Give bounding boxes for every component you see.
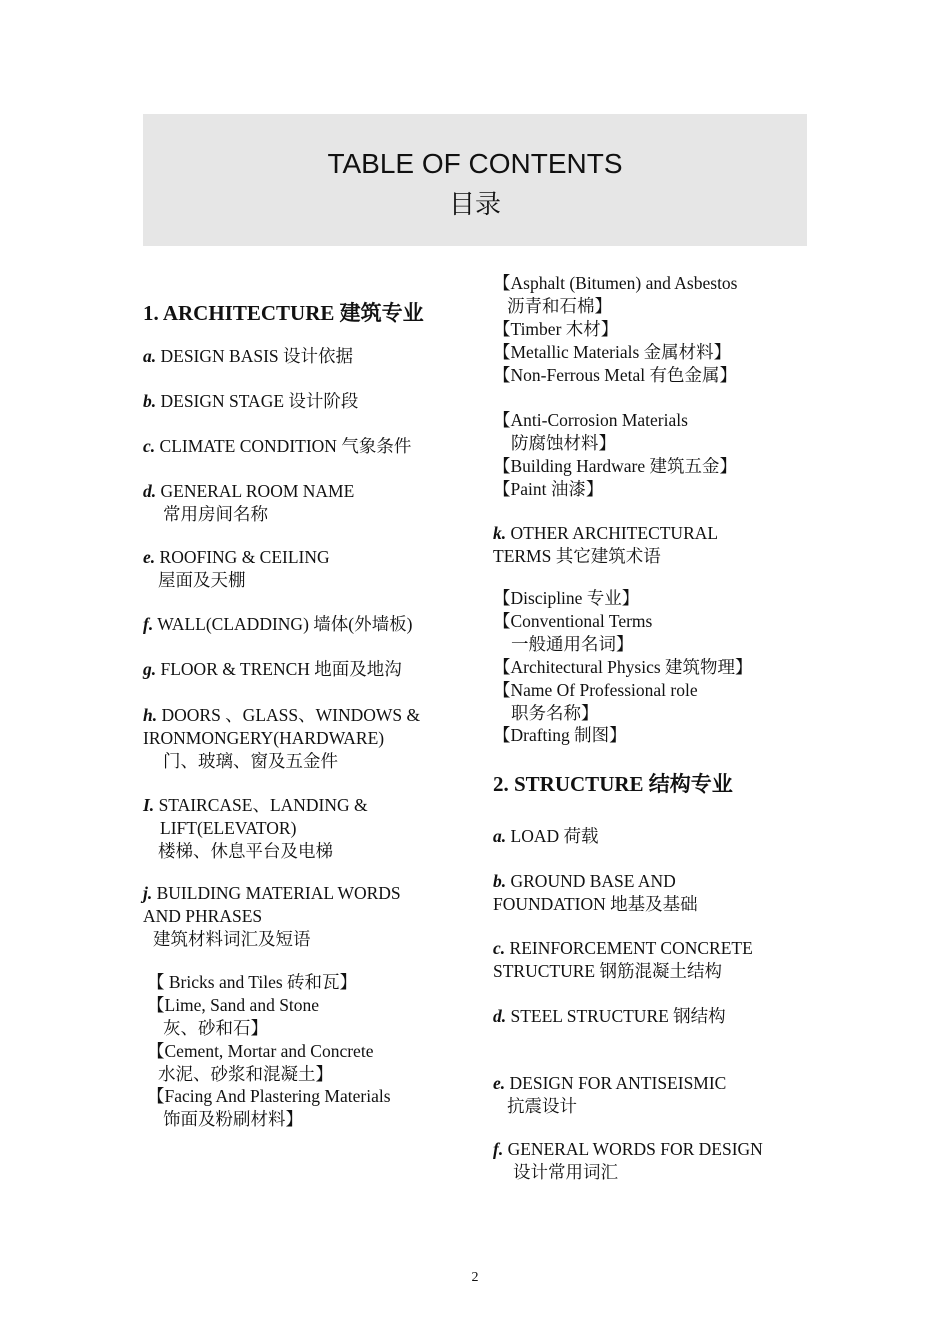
toc-item-sublabel: STRUCTURE 钢筋混凝土结构: [493, 961, 722, 981]
item-letter: e.: [143, 547, 156, 567]
item-letter: j.: [143, 883, 153, 903]
toc-subitem-bricks-tiles[interactable]: 【 Bricks and Tiles 砖和瓦】: [147, 972, 358, 992]
item-label: FLOOR & TRENCH 地面及地沟: [156, 659, 402, 679]
item-label: DESIGN BASIS 设计依据: [156, 346, 354, 366]
toc-subitem-lime-sand-stone[interactable]: 【Lime, Sand and Stone: [147, 995, 320, 1015]
toc-item-sublabel: 屋面及天棚: [158, 570, 246, 590]
toc-item-climate-condition[interactable]: [143, 435, 411, 458]
item-letter: c.: [143, 436, 156, 456]
toc-item-ground-base[interactable]: [493, 870, 676, 893]
toc-title: TABLE OF CONTENTS: [327, 148, 623, 179]
toc-item-doors-glass-windows[interactable]: [143, 704, 420, 727]
toc-item-sublabel: IRONMONGERY(HARDWARE): [143, 728, 385, 748]
toc-subitem-sublabel: 一般通用名词】: [511, 634, 634, 654]
toc-subitem-sublabel: 职务名称】: [511, 703, 599, 723]
item-label: GENERAL WORDS FOR DESIGN: [503, 1139, 763, 1159]
toc-subitem-asphalt[interactable]: 【Asphalt (Bitumen) and Asbestos: [493, 273, 738, 293]
toc-item-roofing-ceiling[interactable]: [143, 546, 330, 569]
item-label: ROOFING & CEILING: [155, 547, 330, 567]
toc-item-sublabel: 门、玻璃、窗及五金件: [163, 751, 338, 771]
toc-item-sublabel: 建筑材料词汇及短语: [153, 929, 311, 949]
toc-item-sublabel: TERMS 其它建筑术语: [493, 546, 661, 566]
toc-item-design-basis[interactable]: [143, 345, 353, 368]
item-label: DESIGN STAGE 设计阶段: [156, 391, 359, 411]
item-label: DESIGN FOR ANTISEISMIC: [505, 1073, 727, 1093]
toc-subitem-cement-mortar[interactable]: 【Cement, Mortar and Concrete: [147, 1041, 374, 1061]
toc-title-zh: 目录: [448, 190, 501, 220]
toc-item-sublabel: AND PHRASES: [143, 906, 263, 926]
toc-item-antiseismic[interactable]: [493, 1072, 726, 1095]
item-letter: k.: [493, 523, 507, 543]
section-architecture: 1. ARCHITECTURE 建筑专业: [143, 301, 424, 325]
item-letter: d.: [493, 1006, 507, 1026]
item-label: DOORS 、GLASS、WINDOWS &: [157, 705, 421, 725]
toc-subitem-sublabel: 沥青和石棉】: [507, 296, 612, 316]
toc-item-steel-structure[interactable]: [493, 1005, 726, 1028]
item-label: BUILDING MATERIAL WORDS: [152, 883, 401, 903]
item-letter: c.: [493, 938, 506, 958]
toc-item-sublabel: 楼梯、休息平台及电梯: [158, 841, 333, 861]
toc-item-sublabel: LIFT(ELEVATOR): [160, 818, 297, 838]
toc-item-sublabel: 设计常用词汇: [513, 1162, 618, 1182]
toc-subitem-timber[interactable]: 【Timber 木材】: [493, 319, 619, 339]
item-label: STAIRCASE、LANDING &: [154, 795, 368, 815]
item-label: GENERAL ROOM NAME: [156, 481, 355, 501]
toc-subitem-paint[interactable]: 【Paint 油漆】: [493, 479, 604, 499]
toc-subitem-sublabel: 饰面及粉刷材料】: [163, 1109, 303, 1129]
toc-subitem-professional-role[interactable]: 【Name Of Professional role: [493, 680, 698, 700]
toc-subitem-metallic[interactable]: 【Metallic Materials 金属材料】: [493, 342, 732, 362]
toc-subitem-sublabel: 防腐蚀材料】: [511, 433, 616, 453]
toc-subitem-sublabel: 水泥、砂浆和混凝土】: [158, 1064, 333, 1084]
item-label: OTHER ARCHITECTURAL: [506, 523, 719, 543]
toc-subitem-architectural-physics[interactable]: 【Architectural Physics 建筑物理】: [493, 657, 753, 677]
toc-item-staircase[interactable]: [143, 794, 368, 817]
item-label: GROUND BASE AND: [506, 871, 676, 891]
item-letter: a.: [143, 346, 157, 366]
item-label: WALL(CLADDING) 墙体(外墙板): [153, 614, 413, 634]
item-letter: b.: [493, 871, 507, 891]
toc-item-general-words-design[interactable]: [493, 1138, 763, 1161]
item-letter: h.: [143, 705, 158, 725]
toc-item-wall-cladding[interactable]: [143, 613, 412, 636]
toc-item-floor-trench[interactable]: [143, 658, 402, 681]
toc-subitem-conventional-terms[interactable]: 【Conventional Terms: [493, 611, 653, 631]
item-letter: f.: [493, 1139, 504, 1159]
item-letter: g.: [143, 659, 157, 679]
toc-item-design-stage[interactable]: [143, 390, 358, 413]
section-structure: 2. STRUCTURE 结构专业: [493, 772, 733, 796]
toc-subitem-facing-plastering[interactable]: 【Facing And Plastering Materials: [147, 1086, 391, 1106]
page-number: 2: [471, 1270, 479, 1285]
toc-item-other-terms[interactable]: [493, 522, 718, 545]
toc-subitem-non-ferrous[interactable]: 【Non-Ferrous Metal 有色金属】: [493, 365, 737, 385]
toc-item-load[interactable]: [493, 825, 598, 848]
item-letter: d.: [143, 481, 157, 501]
toc-item-sublabel: 常用房间名称: [163, 504, 268, 524]
item-label: LOAD 荷载: [506, 826, 599, 846]
item-label: CLIMATE CONDITION 气象条件: [155, 436, 412, 456]
toc-subitem-sublabel: 灰、砂和石】: [163, 1018, 268, 1038]
toc-subitem-building-hardware[interactable]: 【Building Hardware 建筑五金】: [493, 456, 737, 476]
toc-subitem-drafting[interactable]: 【Drafting 制图】: [493, 725, 627, 745]
toc-item-sublabel: 抗震设计: [507, 1096, 577, 1116]
toc-item-sublabel: FOUNDATION 地基及基础: [493, 894, 698, 914]
item-letter: I.: [143, 795, 155, 815]
item-letter: a.: [493, 826, 507, 846]
item-letter: f.: [143, 614, 154, 634]
item-letter: e.: [493, 1073, 506, 1093]
toc-header: [143, 114, 807, 246]
item-label: REINFORCEMENT CONCRETE: [505, 938, 753, 958]
item-label: STEEL STRUCTURE 钢结构: [506, 1006, 726, 1026]
toc-subitem-anti-corrosion[interactable]: 【Anti-Corrosion Materials: [493, 410, 688, 430]
toc-item-reinforcement-concrete[interactable]: [493, 937, 753, 960]
item-letter: b.: [143, 391, 157, 411]
toc-item-building-material[interactable]: [143, 882, 401, 905]
toc-subitem-discipline[interactable]: 【Discipline 专业】: [493, 588, 640, 608]
toc-item-general-room-name[interactable]: [143, 480, 354, 503]
